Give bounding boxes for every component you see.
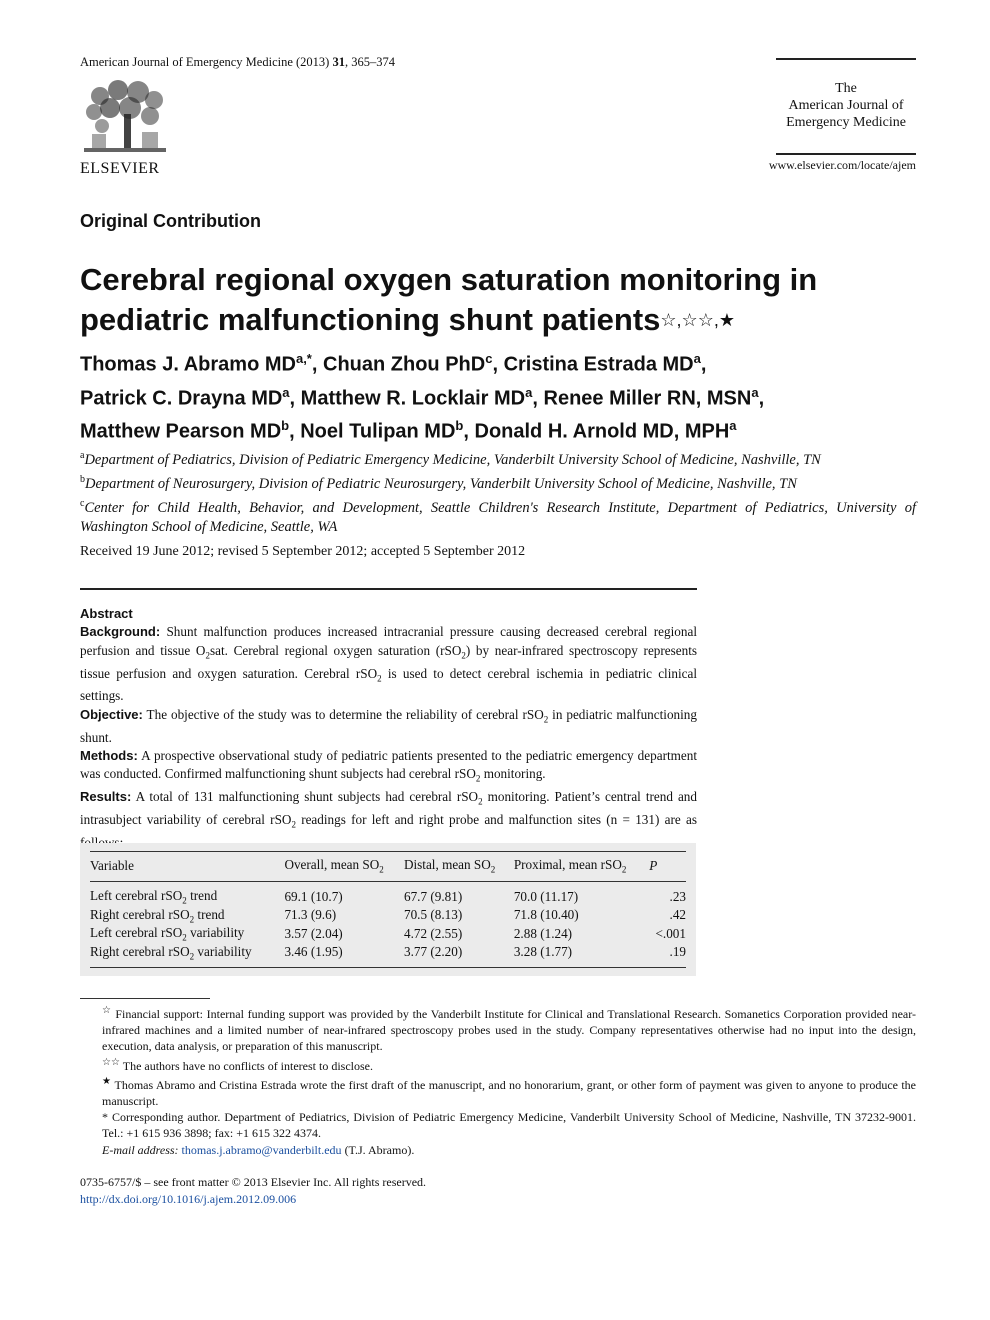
variable-suffix: variability xyxy=(194,943,252,959)
email-owner: (T.J. Abramo). xyxy=(341,1142,415,1157)
author-separator: , xyxy=(289,420,301,443)
journal-name-line2: American Journal of xyxy=(788,98,904,113)
footnote-mark: ☆☆ xyxy=(102,1056,120,1068)
author-separator: , xyxy=(289,387,301,410)
author-affiliation-mark[interactable]: a xyxy=(751,384,759,400)
subscript-2: 2 xyxy=(461,650,466,661)
col-header-text: Proximal, mean rSO xyxy=(513,857,622,872)
subscript-2: 2 xyxy=(291,819,296,830)
journal-masthead xyxy=(776,58,916,155)
results-label: Results: xyxy=(80,789,132,805)
affiliation xyxy=(80,494,916,538)
abstract-divider xyxy=(80,588,697,590)
masthead-bottom-rule xyxy=(776,153,916,155)
abstract xyxy=(80,605,697,852)
results-table-grid xyxy=(90,851,686,968)
author-list xyxy=(80,345,920,446)
table-cell xyxy=(90,906,284,925)
affiliation xyxy=(80,446,916,470)
author-affiliation-mark[interactable]: a xyxy=(525,384,533,400)
table-body xyxy=(90,881,686,967)
abstract-background xyxy=(80,623,697,705)
footnote-mark: ★ xyxy=(102,1075,112,1087)
variable-suffix: trend xyxy=(186,888,218,904)
variable-name: Left cerebral rSO xyxy=(90,888,183,904)
variable-name: Right cerebral rSO xyxy=(90,906,190,922)
journal-url-link[interactable]: www.elsevier.com/locate/ajem xyxy=(768,158,916,172)
col-header-overall xyxy=(284,852,404,882)
value-proximal: 2.88 (1.24) xyxy=(513,925,573,941)
email-label: E-mail address: xyxy=(102,1142,179,1157)
author-affiliation-mark[interactable]: a,* xyxy=(295,351,312,366)
footnote-authorship xyxy=(80,1074,916,1109)
author-name: Cristina Estrada MD xyxy=(503,353,694,376)
background-text-2: sat. Cerebral regional oxygen saturation (rSO xyxy=(209,642,462,658)
value-p: .23 xyxy=(669,888,686,904)
objective-label: Objective: xyxy=(80,706,143,722)
affiliation xyxy=(80,470,916,494)
variable-suffix: variability xyxy=(186,925,245,941)
author-separator: , xyxy=(311,353,323,376)
col-header-text: P xyxy=(649,857,658,873)
article-title-text: Cerebral regional oxygen saturation monitoring in pediatric malfunctioning shunt patients xyxy=(80,262,818,337)
background-text-4: is used to detect cerebral ischemia in pediatric clinical settings. xyxy=(80,665,698,704)
value-distal: 70.5 (8.13) xyxy=(403,907,463,923)
email-link[interactable]: thomas.j.abramo@vanderbilt.edu xyxy=(181,1142,342,1157)
footnote-text: Corresponding author. Department of Pediatrics, Division of Pediatric Emergency Medicine, Vanderbilt University School of Medicine, Nashville, TN 37232-9001. Tel.: +1 615 936 3898; fax: +1 615 322 4374. xyxy=(102,1110,917,1141)
author-affiliation-mark[interactable]: a xyxy=(729,418,737,434)
journal-citation: American Journal of Emergency Medicine (2013) xyxy=(80,55,333,69)
subscript-2: 2 xyxy=(621,864,627,875)
abstract-objective xyxy=(80,706,697,747)
subscript-2: 2 xyxy=(189,951,195,962)
table-cell xyxy=(90,881,284,906)
methods-text-1: A prospective observational study of pediatric patients presented to the pediatric emergency department was conducted. Confirmed malfunctioning shunt subjects had cerebral rSO xyxy=(80,748,697,782)
value-p: <.001 xyxy=(655,925,686,941)
results-text-2: monitoring. Patient’s central trend and intrasubject variability of cerebral rSO xyxy=(80,789,697,828)
affiliation-text: Department of Pediatrics, Division of Pediatric Emergency Medicine, Vanderbilt University School of Medicine, Nashville, TN xyxy=(84,451,821,468)
subscript-2: 2 xyxy=(189,914,195,925)
objective-text-1: The objective of the study was to determine the reliability of cerebral rSO xyxy=(142,706,544,722)
affiliation-text: Center for Child Health, Behavior, and Development, Seattle Children's Research Institute, Department of Pediatrics, University of Washington School of Medicine, Seattle, WA xyxy=(80,499,916,536)
table-header-row xyxy=(90,852,686,882)
results-text-3: readings for left and right probe and malfunction sites (n = 131) are as xyxy=(301,812,697,828)
footnote-divider xyxy=(80,998,210,999)
abstract-heading: Abstract xyxy=(80,606,133,621)
value-proximal: 70.0 (11.17) xyxy=(513,888,579,904)
subscript-2: 2 xyxy=(490,864,496,875)
subscript-2: 2 xyxy=(475,773,481,784)
journal-pages: , 365–374 xyxy=(344,55,395,69)
author-affiliation-mark[interactable]: b xyxy=(455,418,464,434)
footnote-funding xyxy=(80,1003,916,1055)
value-proximal: 71.8 (10.40) xyxy=(513,907,579,923)
col-header-p xyxy=(649,852,686,882)
author-affiliation-mark[interactable]: b xyxy=(281,418,290,434)
variable-name: Right cerebral rSO xyxy=(90,943,190,959)
background-text-1: Shunt malfunction produces increased intracranial pressure causing decreased cerebral regional perfusion and tissue O xyxy=(80,624,697,658)
author-separator: , xyxy=(492,353,504,376)
value-overall: 69.1 (10.7) xyxy=(284,888,343,904)
author-name: Thomas J. Abramo MD xyxy=(80,353,296,376)
col-header-distal xyxy=(404,852,514,882)
abstract-methods xyxy=(80,747,697,788)
copyright-block xyxy=(80,1174,426,1208)
value-distal: 4.72 (2.55) xyxy=(403,925,463,941)
footnote-text: Thomas Abramo and Cristina Estrada wrote the first draft of the manuscript, and no honorarium, grant, or other form of payment was given to anyone to produce the manuscript. xyxy=(102,1077,916,1109)
table-cell xyxy=(90,925,284,944)
value-overall: 3.57 (2.04) xyxy=(284,925,343,941)
subscript-2: 2 xyxy=(205,650,210,661)
author-name: Renee Miller RN, MSN xyxy=(543,387,752,410)
footnote-mark: * xyxy=(102,1110,108,1125)
subscript-2: 2 xyxy=(377,673,382,684)
subscript-2: 2 xyxy=(182,932,187,943)
affiliation-mark: c xyxy=(80,497,85,509)
article-title xyxy=(80,260,920,340)
author-separator: , xyxy=(463,420,475,443)
author-name: Donald H. Arnold MD, MPH xyxy=(474,420,730,443)
value-overall: 3.46 (1.95) xyxy=(284,943,404,967)
journal-reference xyxy=(80,55,395,70)
value-p: .19 xyxy=(649,943,686,967)
value-distal: 67.7 (9.81) xyxy=(403,888,463,904)
col-header-text: Variable xyxy=(90,857,134,873)
journal-name-line1: The xyxy=(835,81,857,96)
author-affiliation-mark[interactable]: c xyxy=(485,351,493,366)
subscript-2: 2 xyxy=(478,796,483,807)
title-footnote-marks[interactable]: ☆,☆☆,★ xyxy=(660,310,735,330)
variable-suffix: trend xyxy=(194,906,225,922)
received-dates: Received 19 June 2012; revised 5 September 2012; accepted 5 September 2012 xyxy=(80,544,526,559)
methods-text-2: monitoring. xyxy=(480,766,546,782)
footnotes xyxy=(80,1003,916,1158)
table-cell xyxy=(90,943,284,967)
subscript-2: 2 xyxy=(182,895,187,906)
col-header-text: Overall, mean SO xyxy=(284,857,380,872)
table-row xyxy=(90,943,686,967)
elsevier-tree-icon xyxy=(80,78,170,158)
variable-name: Left cerebral rSO xyxy=(90,925,183,941)
elsevier-logo xyxy=(80,78,172,178)
table-row xyxy=(90,925,686,944)
table-row xyxy=(90,906,686,925)
author-name: Noel Tulipan MD xyxy=(300,420,456,443)
affiliation-list xyxy=(80,446,916,537)
value-p: .42 xyxy=(669,907,686,923)
results-table xyxy=(80,843,696,976)
affiliation-mark: b xyxy=(80,473,85,485)
subscript-2: 2 xyxy=(379,864,384,875)
copyright-line: 0735-6757/$ – see front matter © 2013 Elsevier Inc. All rights reserved. xyxy=(80,1175,427,1189)
table-row xyxy=(90,881,686,906)
objective-text-2: in pediatric malfunctioning shunt. xyxy=(80,706,697,745)
masthead-top-rule xyxy=(776,58,916,60)
col-header-proximal xyxy=(514,852,649,882)
author-name: Chuan Zhou PhD xyxy=(323,353,486,376)
author-name: Patrick C. Drayna MD xyxy=(80,387,283,410)
affiliation-text: Department of Neurosurgery, Division of Pediatric Neurosurgery, Vanderbilt University School of Medicine, Nashville, TN xyxy=(85,475,797,492)
author-separator: , xyxy=(700,353,707,376)
author-name: Matthew R. Locklair MD xyxy=(300,387,526,410)
journal-volume: 31 xyxy=(332,55,345,69)
doi-link[interactable]: http://dx.doi.org/10.1016/j.ajem.2012.09.006 xyxy=(80,1192,297,1206)
col-header-variable xyxy=(90,852,284,882)
journal-name-line3: Emergency Medicine xyxy=(786,115,906,130)
footnote-email xyxy=(80,1142,916,1158)
value-overall: 71.3 (9.6) xyxy=(284,907,337,923)
footnote-conflicts xyxy=(80,1055,916,1074)
author-separator: , xyxy=(532,387,544,410)
footnote-mark: ☆ xyxy=(102,1005,112,1016)
value-proximal: 3.28 (1.77) xyxy=(514,943,649,967)
author-separator: , xyxy=(758,387,765,410)
background-text-3: ) by near-infrared spectroscopy represents tissue perfusion and oxygen saturation. Cerebral rSO xyxy=(80,642,698,681)
col-header-text: Distal, mean SO xyxy=(403,857,491,872)
footnote-text: Financial support: Internal funding support was provided by the Vanderbilt Institute for Clinical and Translational Research. Somanetics Corporation provided near-infrared machines and a limited number of near-infrared spectroscopy probes used in the study. Company representatives otherwise had no input into the design, execution, data analysis, or preparation of this manuscript. xyxy=(102,1007,917,1054)
author-affiliation-mark[interactable]: a xyxy=(693,351,701,366)
author-name: Matthew Pearson MD xyxy=(80,420,282,443)
results-text-1: A total of 131 malfunctioning shunt subjects had cerebral rSO xyxy=(131,789,479,805)
background-label: Background: xyxy=(80,624,161,640)
footnote-text: The authors have no conflicts of interest to disclose. xyxy=(122,1058,373,1073)
author-affiliation-mark[interactable]: a xyxy=(282,384,290,400)
affiliation-mark: a xyxy=(80,450,85,461)
methods-label: Methods: xyxy=(80,748,138,763)
value-distal: 3.77 (2.20) xyxy=(404,943,514,967)
section-label: Original Contribution xyxy=(80,211,261,231)
footnote-corresponding xyxy=(80,1109,916,1141)
subscript-2: 2 xyxy=(543,714,549,725)
publisher-name: ELSEVIER xyxy=(80,160,160,177)
